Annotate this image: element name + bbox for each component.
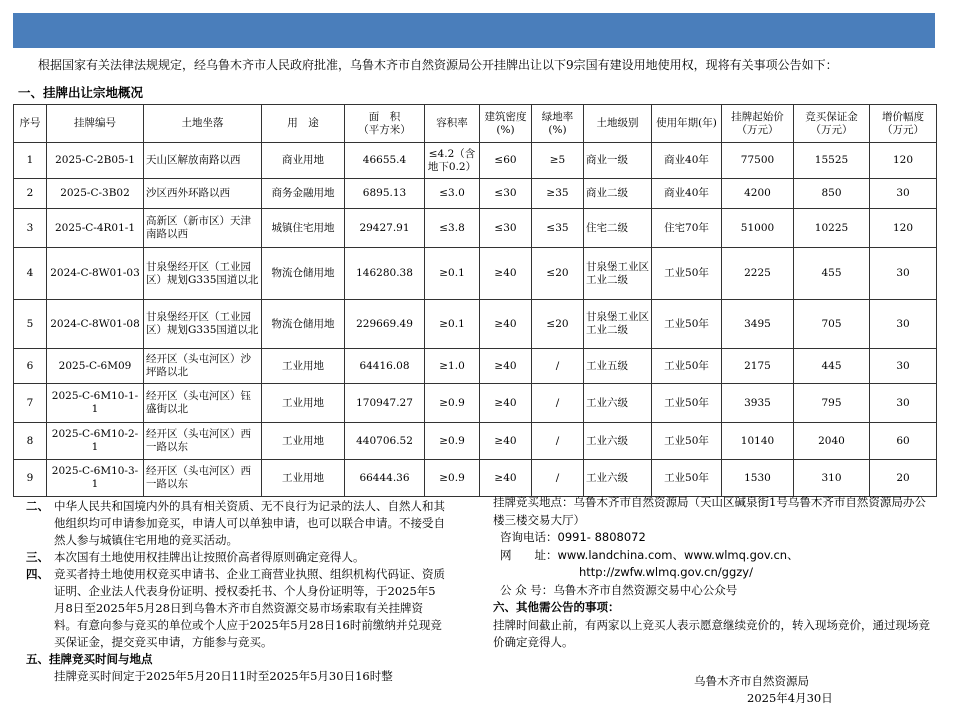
column-header: 面 积 （平方米） bbox=[345, 105, 425, 143]
table-cell: 工业六级 bbox=[584, 460, 652, 497]
table-cell: 10225 bbox=[794, 209, 870, 248]
table-cell: 3935 bbox=[722, 384, 794, 423]
table-cell: ≤4.2（含地下0.2） bbox=[425, 143, 480, 179]
table-cell: 64416.08 bbox=[345, 349, 425, 384]
table-row bbox=[14, 300, 937, 349]
header-bar bbox=[13, 13, 935, 48]
bidding-place bbox=[493, 494, 933, 529]
table-cell: 商业40年 bbox=[652, 143, 722, 179]
table-cell: 10140 bbox=[722, 423, 794, 460]
table-cell: 2025-C-2B05-1 bbox=[47, 143, 144, 179]
table-cell: 51000 bbox=[722, 209, 794, 248]
table-cell: 120 bbox=[870, 209, 937, 248]
section-5-text: 挂牌竞买时间定于2025年5月20日11时至2025年5月30日16时整 bbox=[54, 669, 393, 683]
table-cell: 工业50年 bbox=[652, 384, 722, 423]
table-cell: ≥40 bbox=[480, 460, 532, 497]
table-cell: 经开区（头屯河区）西一路以东 bbox=[144, 423, 262, 460]
table-cell: 商业一级 bbox=[584, 143, 652, 179]
table-row bbox=[14, 460, 937, 497]
table-cell: 物流仓储用地 bbox=[262, 300, 345, 349]
table-cell: 工业50年 bbox=[652, 349, 722, 384]
table-cell: / bbox=[532, 460, 584, 497]
section-6-text: 挂牌时间截止前，有两家以上竞买人表示愿意继续竞价的，转入现场竞价，通过现场竞价确定竞得人。 bbox=[493, 617, 930, 649]
table-cell: 15525 bbox=[794, 143, 870, 179]
section-4-number: 四、 bbox=[26, 567, 49, 581]
table-cell: 1 bbox=[14, 143, 47, 179]
table-cell: ≥40 bbox=[480, 384, 532, 423]
table-cell: 工业六级 bbox=[584, 384, 652, 423]
signature-org: 乌鲁木齐市自然资源局 bbox=[694, 674, 809, 688]
table-cell: 7 bbox=[14, 384, 47, 423]
table-cell: 445 bbox=[794, 349, 870, 384]
column-header: 容积率 bbox=[425, 105, 480, 143]
table-cell: 工业五级 bbox=[584, 349, 652, 384]
table-cell: ≥5 bbox=[532, 143, 584, 179]
column-header: 土地级别 bbox=[584, 105, 652, 143]
table-cell: 住宅二级 bbox=[584, 209, 652, 248]
column-header: 使用年期(年) bbox=[652, 105, 722, 143]
column-header: 增价幅度 （万元） bbox=[870, 105, 937, 143]
table-cell: 20 bbox=[870, 460, 937, 497]
column-header: 土地坐落 bbox=[144, 105, 262, 143]
column-header: 用 途 bbox=[262, 105, 345, 143]
table-cell: 60 bbox=[870, 423, 937, 460]
table-cell: 甘泉堡经开区（工业园区）规划G335国道以北 bbox=[144, 300, 262, 349]
table-cell: 2025-C-4R01-1 bbox=[47, 209, 144, 248]
column-header: 挂牌起始价 （万元） bbox=[722, 105, 794, 143]
table-cell: 住宅70年 bbox=[652, 209, 722, 248]
table-cell: 30 bbox=[870, 349, 937, 384]
table-cell: 9 bbox=[14, 460, 47, 497]
left-column bbox=[26, 498, 446, 685]
table-row bbox=[14, 384, 937, 423]
table-cell: ≥40 bbox=[480, 248, 532, 300]
wechat bbox=[493, 582, 933, 600]
table-cell: 3 bbox=[14, 209, 47, 248]
table-cell: ≤3.0 bbox=[425, 179, 480, 209]
consult-phone-label: 咨询电话： bbox=[500, 530, 558, 544]
table-cell: 沙区西外环路以西 bbox=[144, 179, 262, 209]
table-row bbox=[14, 143, 937, 179]
table-cell: 850 bbox=[794, 179, 870, 209]
table-row bbox=[14, 179, 937, 209]
table-cell: ≥40 bbox=[480, 423, 532, 460]
column-header: 绿地率 (%) bbox=[532, 105, 584, 143]
table-cell: ≤30 bbox=[480, 209, 532, 248]
table-cell: ≤35 bbox=[532, 209, 584, 248]
section-2 bbox=[26, 498, 446, 549]
table-cell: 4200 bbox=[722, 179, 794, 209]
signature-date: 2025年4月30日 bbox=[747, 691, 833, 705]
table-cell: 66444.36 bbox=[345, 460, 425, 497]
table-cell: 经开区（头屯河区）沙坪路以北 bbox=[144, 349, 262, 384]
section-2-text: 中华人民共和国境内外的具有相关资质、无不良行为记录的法人、自然人和其他组织均可申请参加竞买，申请人可以单独申请，也可以联合申请。不接受自然人参与城镇住宅用地的竞买活动。 bbox=[54, 499, 445, 547]
table-cell: / bbox=[532, 384, 584, 423]
table-cell: 2 bbox=[14, 179, 47, 209]
website-link-2[interactable]: http://zwfw.wlmq.gov.cn/ggzy/ bbox=[579, 565, 753, 579]
table-cell: 商务金融用地 bbox=[262, 179, 345, 209]
table-cell: 工业50年 bbox=[652, 423, 722, 460]
table-cell: 6 bbox=[14, 349, 47, 384]
section-3 bbox=[26, 549, 446, 566]
table-cell: 795 bbox=[794, 384, 870, 423]
table-row bbox=[14, 248, 937, 300]
table-cell: 城镇住宅用地 bbox=[262, 209, 345, 248]
table-cell: 455 bbox=[794, 248, 870, 300]
table-cell: 705 bbox=[794, 300, 870, 349]
section-5-title: 五、挂牌竞买时间与地点 bbox=[26, 652, 153, 666]
land-parcel-table bbox=[13, 104, 937, 497]
table-cell: 440706.52 bbox=[345, 423, 425, 460]
table-cell: 3495 bbox=[722, 300, 794, 349]
table-cell: 8 bbox=[14, 423, 47, 460]
table-cell: ≥0.1 bbox=[425, 248, 480, 300]
table-row bbox=[14, 349, 937, 384]
table-cell: ≥35 bbox=[532, 179, 584, 209]
section-6-title: 六、其他需公告的事项： bbox=[493, 600, 620, 614]
table-cell: 120 bbox=[870, 143, 937, 179]
table-cell: 1530 bbox=[722, 460, 794, 497]
column-header: 建筑密度 (%) bbox=[480, 105, 532, 143]
table-cell: ≥0.9 bbox=[425, 460, 480, 497]
table-cell: 工业用地 bbox=[262, 460, 345, 497]
table-cell: 甘泉堡工业区工业二级 bbox=[584, 300, 652, 349]
table-cell: 工业用地 bbox=[262, 349, 345, 384]
table-cell: 170947.27 bbox=[345, 384, 425, 423]
table-cell: 46655.4 bbox=[345, 143, 425, 179]
table-cell: 2024-C-8W01-03 bbox=[47, 248, 144, 300]
website bbox=[493, 547, 933, 565]
table-cell: 310 bbox=[794, 460, 870, 497]
table-cell: 229669.49 bbox=[345, 300, 425, 349]
table-cell: 商业40年 bbox=[652, 179, 722, 209]
table-cell: 30 bbox=[870, 248, 937, 300]
bidding-place-label: 挂牌竞买地点： bbox=[493, 495, 574, 509]
table-cell: 甘泉堡经开区（工业园区）规划G335国道以北 bbox=[144, 248, 262, 300]
table-header-row bbox=[14, 105, 937, 143]
table-cell: / bbox=[532, 349, 584, 384]
table-cell: 2175 bbox=[722, 349, 794, 384]
intro-text: 根据国家有关法律法规规定，经乌鲁木齐市人民政府批准，乌鲁木齐市自然资源局公开挂牌出让以下9宗国有建设用地使用权，现将有关事项公告如下： bbox=[38, 58, 838, 72]
section-4-text: 竞买者持土地使用权竞买申请书、企业工商营业执照、组织机构代码证、资质证明、企业法人代表身份证明、授权委托书、个人身份证明等，于2025年5月8日至2025年5月28日到乌鲁木齐市自然资源交易市场索取有关挂牌资料。有意向参与竞买的单位或个人应于2025年5月28日16时前缴纳并兑现竞买保证金，提交竞买申请，方能参与竞买。 bbox=[54, 567, 445, 649]
table-cell: 经开区（头屯河区）钰盛街以北 bbox=[144, 384, 262, 423]
table-cell: 6895.13 bbox=[345, 179, 425, 209]
section-1-title: 一、挂牌出让宗地概况 bbox=[18, 85, 144, 100]
table-cell: 2025-C-6M10-3-1 bbox=[47, 460, 144, 497]
table-cell: ≥0.9 bbox=[425, 423, 480, 460]
table-cell: 30 bbox=[870, 300, 937, 349]
table-cell: ≥0.1 bbox=[425, 300, 480, 349]
table-cell: ≤60 bbox=[480, 143, 532, 179]
table-cell: ≥1.0 bbox=[425, 349, 480, 384]
table-cell: 商业二级 bbox=[584, 179, 652, 209]
consult-phone bbox=[493, 529, 933, 547]
section-4 bbox=[26, 566, 446, 651]
consult-phone-value: 0991- 8808072 bbox=[557, 530, 646, 544]
table-cell: ≤3.8 bbox=[425, 209, 480, 248]
table-cell: 商业用地 bbox=[262, 143, 345, 179]
table-cell: 2025-C-6M09 bbox=[47, 349, 144, 384]
table-cell: 146280.38 bbox=[345, 248, 425, 300]
table-cell: 天山区解放南路以西 bbox=[144, 143, 262, 179]
website-label: 网 址： bbox=[500, 547, 558, 562]
section-2-number: 二、 bbox=[26, 499, 49, 513]
table-cell: 2040 bbox=[794, 423, 870, 460]
table-cell: ≤20 bbox=[532, 300, 584, 349]
table-cell: 30 bbox=[870, 179, 937, 209]
bidding-place-value: 乌鲁木齐市自然资源局（天山区碱泉街1号乌鲁木齐市自然资源局办公楼三楼交易大厅） bbox=[493, 495, 926, 527]
section-3-text: 本次国有土地使用权挂牌出让按照价高者得原则确定竞得人。 bbox=[54, 550, 365, 564]
table-cell: 物流仓储用地 bbox=[262, 248, 345, 300]
table-cell: ≥40 bbox=[480, 300, 532, 349]
table-cell: 2025-C-6M10-2-1 bbox=[47, 423, 144, 460]
website-2 bbox=[493, 564, 933, 582]
table-cell: 工业六级 bbox=[584, 423, 652, 460]
table-cell: 2025-C-6M10-1-1 bbox=[47, 384, 144, 423]
wechat-label: 公 众 号： bbox=[500, 582, 554, 597]
table-cell: 工业50年 bbox=[652, 300, 722, 349]
table-cell: 2225 bbox=[722, 248, 794, 300]
column-header: 序号 bbox=[14, 105, 47, 143]
table-cell: 30 bbox=[870, 384, 937, 423]
website-link-1[interactable]: www.landchina.com、www.wlmq.gov.cn、 bbox=[557, 547, 799, 562]
table-cell: ≤30 bbox=[480, 179, 532, 209]
column-header: 竞买保证金 （万元） bbox=[794, 105, 870, 143]
wechat-value: 乌鲁木齐市自然资源交易中心公众号 bbox=[553, 582, 738, 597]
table-cell: 经开区（头屯河区）西一路以东 bbox=[144, 460, 262, 497]
table-cell: 5 bbox=[14, 300, 47, 349]
table-cell: 工业50年 bbox=[652, 460, 722, 497]
table-row bbox=[14, 209, 937, 248]
table-cell: 甘泉堡工业区工业二级 bbox=[584, 248, 652, 300]
table-cell: 工业50年 bbox=[652, 248, 722, 300]
table-cell: 工业用地 bbox=[262, 384, 345, 423]
table-cell: / bbox=[532, 423, 584, 460]
table-cell: 2024-C-8W01-08 bbox=[47, 300, 144, 349]
table-cell: ≥40 bbox=[480, 349, 532, 384]
right-column bbox=[493, 494, 933, 652]
table-cell: 2025-C-3B02 bbox=[47, 179, 144, 209]
table-cell: ≤20 bbox=[532, 248, 584, 300]
table-cell: 4 bbox=[14, 248, 47, 300]
table-cell: ≥0.9 bbox=[425, 384, 480, 423]
table-cell: 工业用地 bbox=[262, 423, 345, 460]
table-cell: 77500 bbox=[722, 143, 794, 179]
column-header: 挂牌编号 bbox=[47, 105, 144, 143]
table-body bbox=[14, 143, 937, 497]
table-row bbox=[14, 423, 937, 460]
section-3-number: 三、 bbox=[26, 550, 49, 564]
table-cell: 29427.91 bbox=[345, 209, 425, 248]
table-cell: 高新区（新市区）天津南路以西 bbox=[144, 209, 262, 248]
